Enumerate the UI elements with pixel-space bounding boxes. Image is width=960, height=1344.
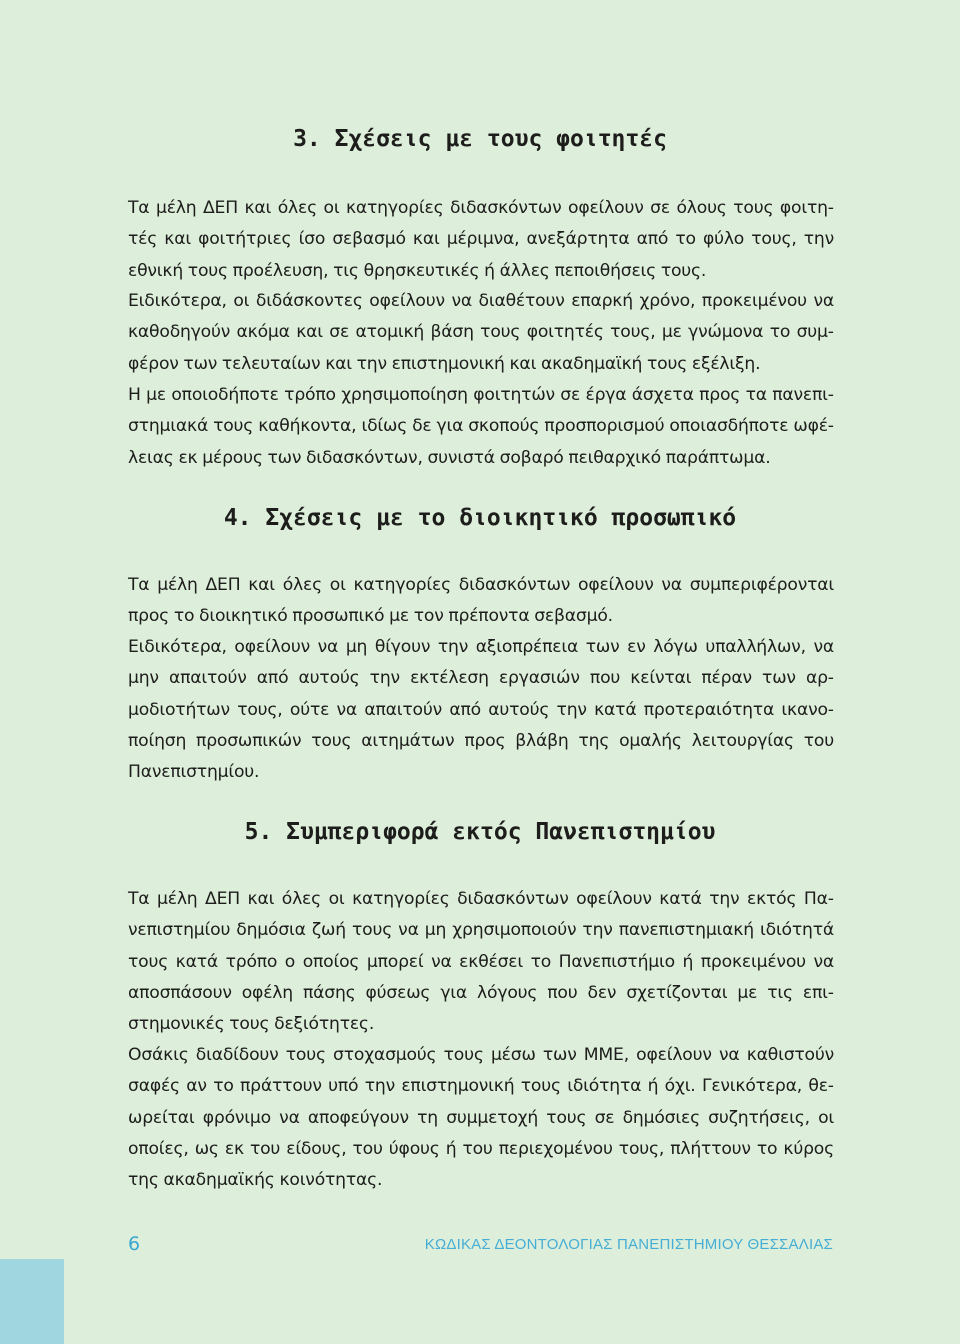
section-heading-4: 4. Σχέσεις με το διοικητικό προσωπικό bbox=[223, 505, 737, 531]
page-number: 6 bbox=[128, 1233, 141, 1255]
corner-color-block bbox=[0, 1259, 64, 1344]
section-3-paragraph-3: Η με οποιοδήποτε τρόπο χρησιμοποίηση φοιτητών σε έργα άσχετα προς τα πανεπιστημιακά τους καθήκοντα, ιδίως δε για σκοπούς προσπορισμού οποιασδήποτε ωφέλειας εκ μέρους των διδασκόντων, συνιστά σοβαρό πειθαρχικό παράπτωμα. bbox=[128, 385, 834, 468]
section-heading-3: 3. Σχέσεις με τους φοιτητές bbox=[293, 126, 667, 152]
section-4-paragraph-1: Τα μέλη ΔΕΠ και όλες οι κατηγορίες διδασκόντων οφείλουν να συμπεριφέρονται προς το διοικητικό προσωπικό με τον πρέποντα σεβασμό. bbox=[128, 575, 834, 627]
section-heading-5: 5. Συμπεριφορά εκτός Πανεπιστημίου bbox=[244, 819, 716, 845]
section-5-paragraph-1: Τα μέλη ΔΕΠ και όλες οι κατηγορίες διδασκόντων οφείλουν κατά την εκτός Πανεπιστημίου δημόσια ζωή τους να μη χρησιμοποιούν την πανεπιστημιακή ιδιότητά τους κατά τρόπο ο οποίος μπορεί να εκθέσει το Πανεπιστήμιο ή προκειμένου να αποσπάσουν οφέλη πάσης φύσεως για λόγους που δεν σχετίζονται με τις επιστημονικές τους δεξιότητες. bbox=[128, 889, 834, 1035]
section-5-paragraph-2: Οσάκις διαδίδουν τους στοχασμούς τους μέσω των ΜΜΕ, οφείλουν να καθιστούν σαφές αν το πράττουν υπό την επιστημονική τους ιδιότητα ή όχι. Γενικότερα, θεωρείται φρόνιμο να αποφεύγουν τη συμμετοχή τους σε δημόσιες συζητήσεις, οι οποίες, ως εκ του είδους, του ύφους ή του περιεχομένου τους, πλήττουν το κύρος της ακαδημαϊκής κοινότητας. bbox=[128, 1045, 834, 1191]
section-4-paragraph-2: Ειδικότερα, οφείλουν να μη θίγουν την αξιοπρέπεια των εν λόγω υπαλλήλων, να μην απαιτούν από αυτούς την εκτέλεση εργασιών που κείνται πέραν των αρμοδιοτήτων τους, ούτε να απαιτούν από αυτούς την κατά προτεραιότητα ικανοποίηση προσωπικών τους αιτημάτων προς βλάβη της ομαλής λειτουργίας του Πανεπιστημίου. bbox=[128, 637, 834, 783]
section-3-paragraph-2: Ειδικότερα, οι διδάσκοντες οφείλουν να διαθέτουν επαρκή χρόνο, προκειμένου να καθοδηγούν ακόμα και σε ατομική βάση τους φοιτητές τους, με γνώμονα το συμφέρον των τελευταίων και την επιστημονική και ακαδημαϊκή τους εξέλιξη. bbox=[128, 291, 834, 374]
footer-title: ΚΩΔΙΚΑΣ ΔΕΟΝΤΟΛΟΓΙΑΣ ΠΑΝΕΠΙΣΤΗΜΙΟΥ ΘΕΣΣΑΛΙΑΣ bbox=[424, 1236, 833, 1253]
section-3-paragraph-1: Τα μέλη ΔΕΠ και όλες οι κατηγορίες διδασκόντων οφείλουν σε όλους τους φοιτητές και φοιτήτριες ίσο σεβασμό και μέριμνα, ανεξάρτητα από το φύλο τους, την εθνική τους προέλευση, τις θρησκευτικές ή άλλες πεποιθήσεις τους. bbox=[128, 198, 834, 281]
